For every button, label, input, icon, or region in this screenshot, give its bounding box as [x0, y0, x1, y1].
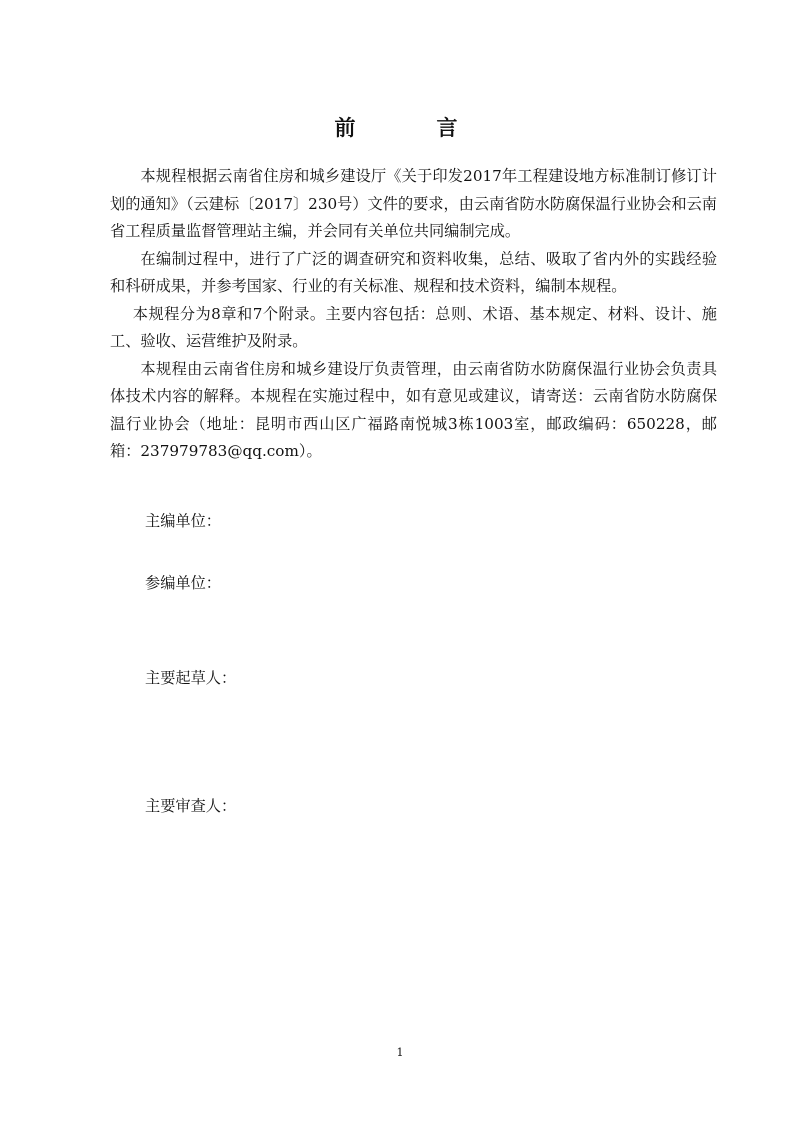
page-title: 前 言: [334, 115, 488, 140]
chief-editor-unit-label: 主编单位：: [145, 512, 221, 530]
paragraph-basis: 本规程根据云南省住房和城乡建设厅《关于印发2017年工程建设地方标准制订修订计划的通知》（云建标〔2017〕230号）文件的要求，由云南省防水防腐保温行业协会和云南省工程质量监督管理站主编，并会同有关单位共同编制完成。: [110, 167, 717, 240]
preface-body: [110, 163, 717, 466]
participating-unit-label: 参编单位：: [145, 574, 221, 592]
main-drafters-label: 主要起草人：: [145, 669, 237, 687]
paragraph-contents: 本规程分为8章和7个附录。主要内容包括：总则、术语、基本规定、材料、设计、施工、验收、运营维护及附录。: [110, 304, 717, 350]
paragraph-process: 在编制过程中，进行了广泛的调查研究和资料收集，总结、吸取了省内外的实践经验和科研成果，并参考国家、行业的有关标准、规程和技术资料，编制本规程。: [110, 249, 717, 295]
main-reviewers-label: 主要审查人：: [145, 797, 237, 815]
paragraph-management: 本规程由云南省住房和城乡建设厅负责管理，由云南省防水防腐保温行业协会负责具体技术内容的解释。本规程在实施过程中，如有意见或建议，请寄送：云南省防水防腐保温行业协会（地址：昆明市西山区广福路南悦城3栋1003室，邮政编码：650228，邮箱：237979783@qq.com）。: [110, 359, 717, 460]
page-number: 1: [396, 1046, 404, 1059]
